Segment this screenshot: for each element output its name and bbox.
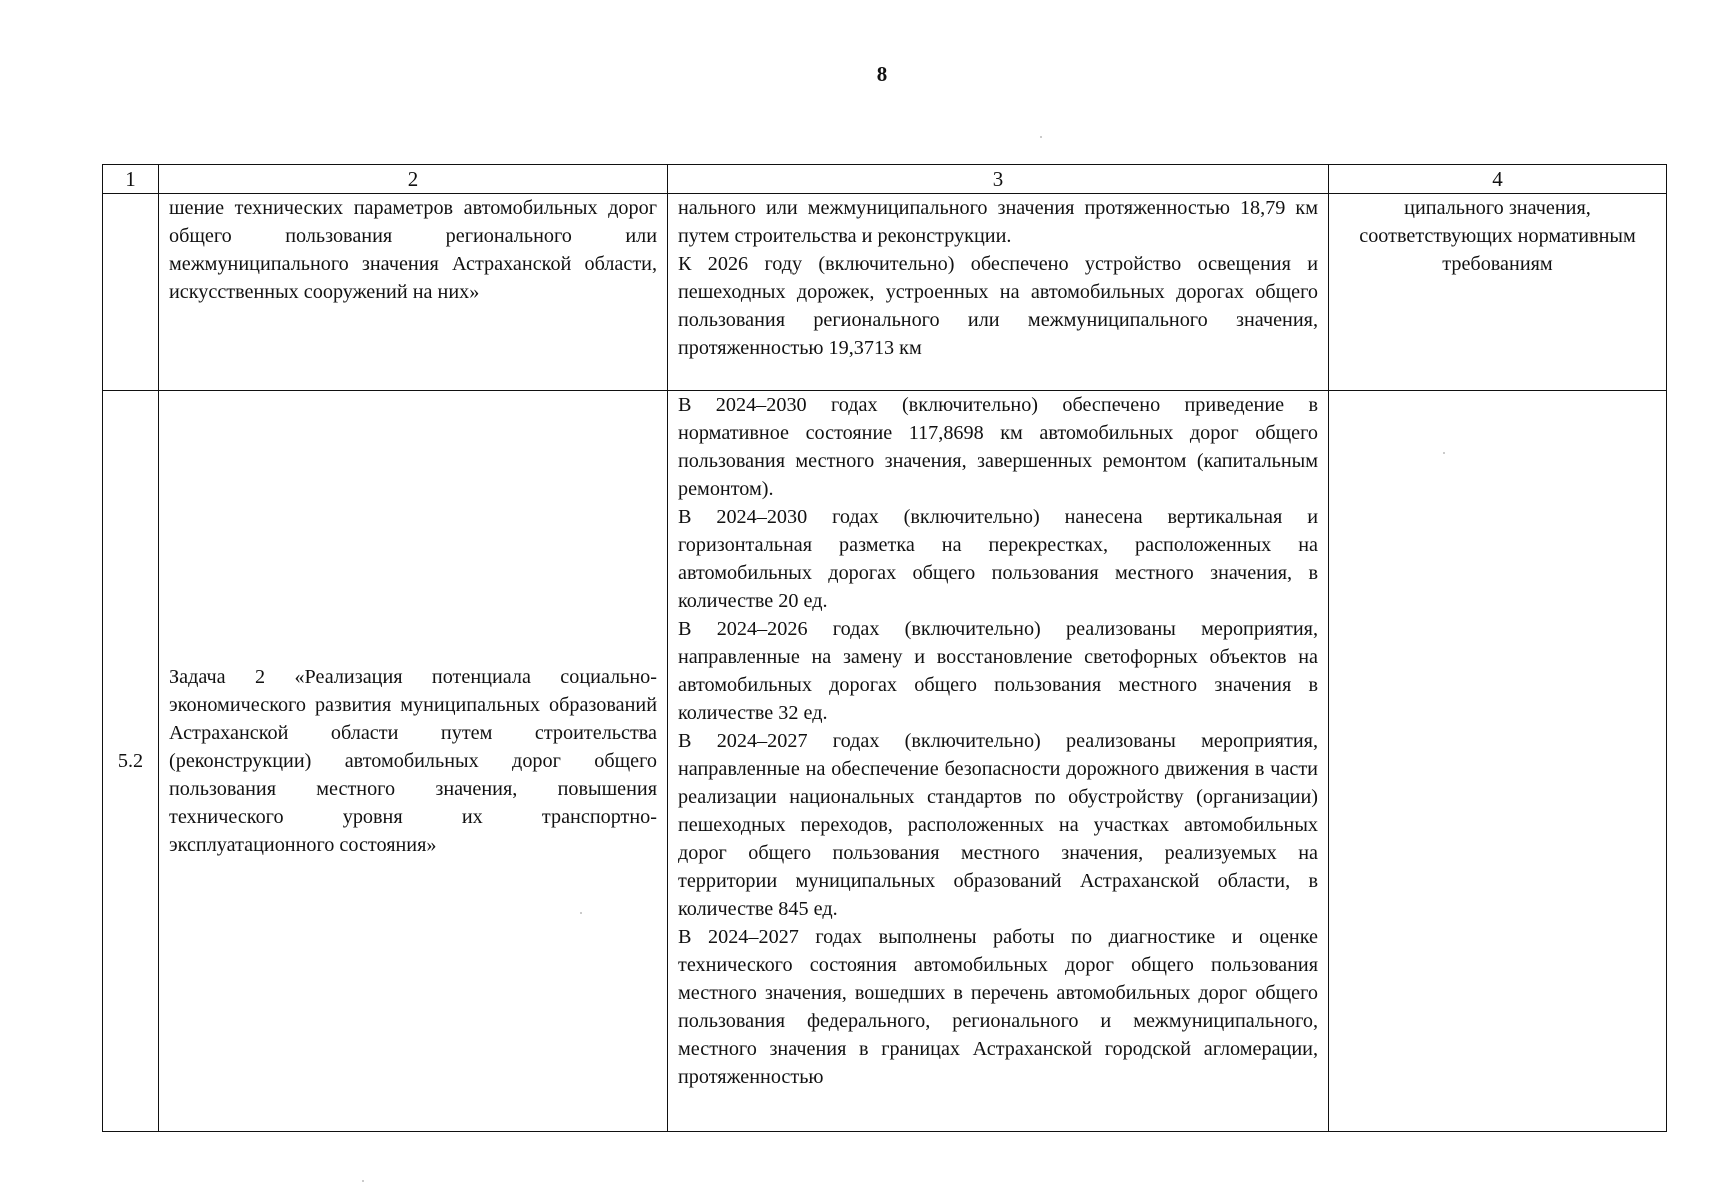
task-cell <box>159 391 668 1132</box>
result-paragraph: В 2024–2026 годах (включительно) реализованы мероприятия, направленные на замену и восстановление светофорных объектов на автомобильных дорогах общего пользования местного значения в количестве 32 ед. <box>678 618 1318 724</box>
column-header-1: 1 <box>103 165 159 194</box>
column-header-2: 2 <box>159 165 668 194</box>
results-cell <box>668 194 1329 391</box>
page-number: 8 <box>876 62 888 86</box>
result-paragraph: В 2024–2027 годах (включительно) реализованы мероприятия, направленные на обеспечение безопасности дорожного движения в части реализации национальных стандартов по обустройству (организации) пешеходных переходов, расположенных на участках автомобильных дорог общего пользования местного значения, реализуемых на территории муниципальных образований Астраханской области, в количестве 845 ед. <box>678 730 1318 920</box>
scan-speck <box>580 912 582 914</box>
indicator-cell <box>1329 391 1667 1132</box>
results-cell <box>668 391 1329 1132</box>
document-table <box>102 164 1667 1132</box>
table-row <box>103 194 1667 391</box>
table-header-row <box>103 165 1667 194</box>
result-paragraph: нального или межмуниципального значения протяженностью 18,79 км путем строительства и реконструкции. <box>678 197 1318 247</box>
column-header-3: 3 <box>668 165 1329 194</box>
scan-speck <box>1040 136 1042 138</box>
indicator-cell <box>1329 194 1667 391</box>
result-paragraph: К 2026 году (включительно) обеспечено устройство освещения и пешеходных дорожек, устроенных на автомобильных дорогах общего пользования регионального или межмуниципального значения, протяженностью 19,3713 км <box>678 253 1318 359</box>
task-text: Задача 2 «Реализация потенциала социально-экономического развития муниципальных образований Астраханской области путем строительства (реконструкции) автомобильных дорог общего пользования местного значения, повышения технического уровня их транспортно-эксплуатационного состояния» <box>169 666 657 856</box>
results-clip <box>678 391 1318 1131</box>
scan-speck <box>362 1180 364 1182</box>
result-paragraph: В 2024–2030 годах (включительно) нанесена вертикальная и горизонтальная разметка на перекрестках, расположенных на автомобильных дорогах общего пользования местного значения, в количестве 20 ед. <box>678 506 1318 612</box>
row-number-cell: 5.2 <box>103 391 159 1132</box>
row-number-cell <box>103 194 159 391</box>
task-text: шение технических параметров автомобильных дорог общего пользования регионального или межмуниципального значения Астраханской области, искусственных сооружений на них» <box>169 197 657 303</box>
result-paragraph: В 2024–2030 годах (включительно) обеспечено приведение в нормативное состояние 117,8698 км автомобильных дорог общего пользования местного значения, завершенных ремонтом (капитальным ремонтом). <box>678 394 1318 500</box>
indicator-text: ципального значения, соответствующих нормативным требованиям <box>1359 197 1636 275</box>
task-cell <box>159 194 668 391</box>
column-header-4: 4 <box>1329 165 1667 194</box>
table-row <box>103 391 1667 1132</box>
scan-speck <box>1443 452 1445 454</box>
result-paragraph: В 2024–2027 годах выполнены работы по диагностике и оценке технического состояния автомобильных дорог общего пользования местного значения, вошедших в перечень автомобильных дорог общего пользования федерального, регионального и межмуниципального, местного значения в границах Астраханской городской агломерации, протяженностью <box>678 926 1318 1088</box>
